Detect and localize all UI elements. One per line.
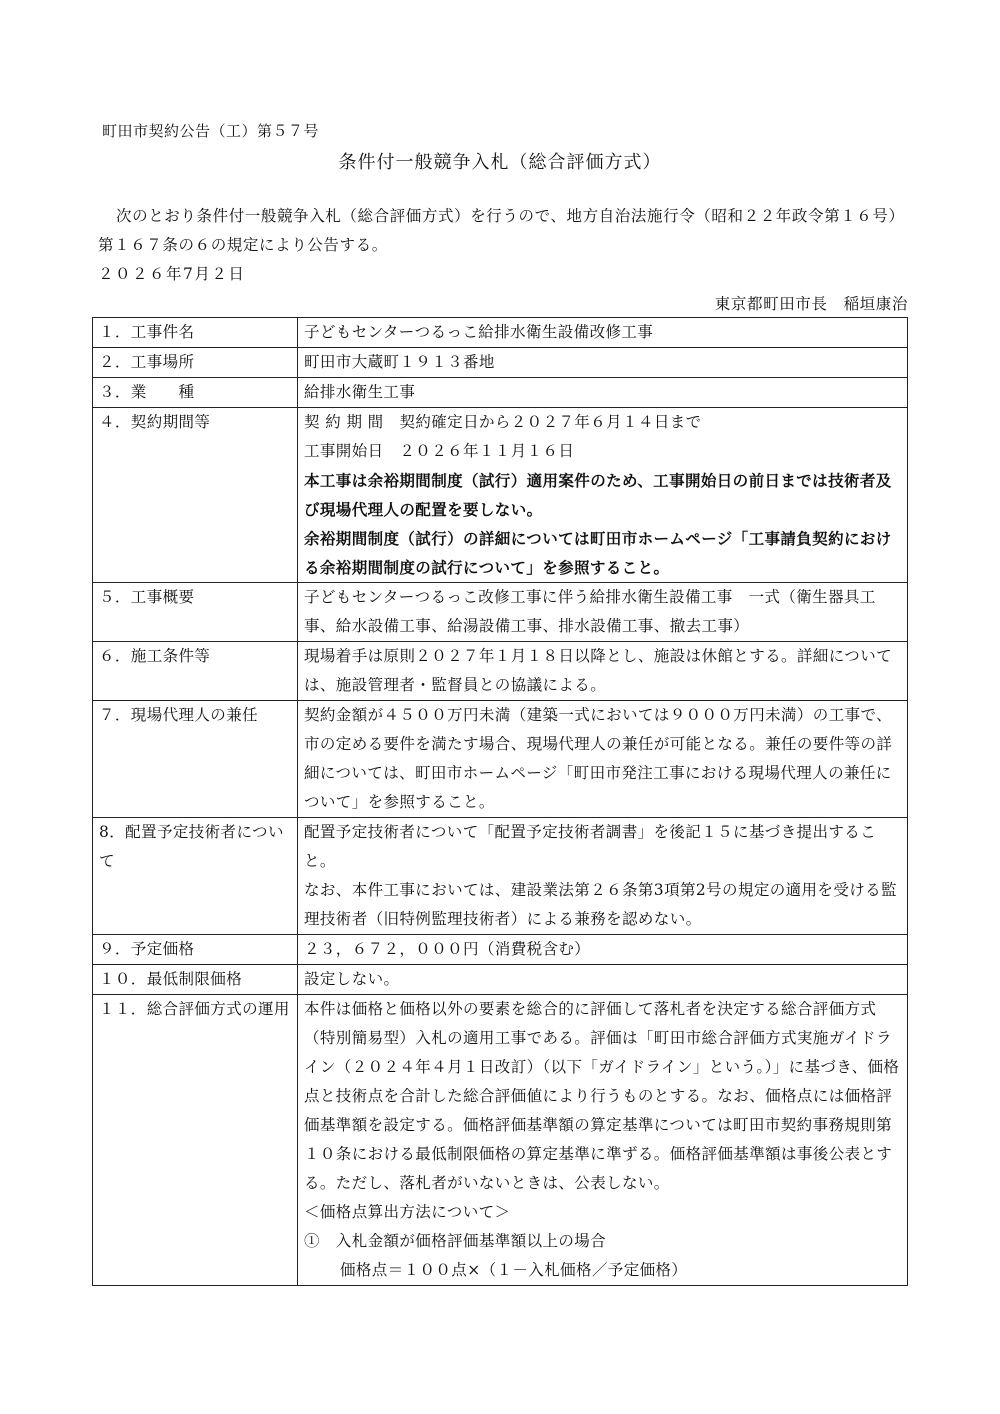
item-content — [298, 408, 908, 583]
item-row — [93, 818, 908, 935]
item-text: 町田市大蔵町１９１３番地 — [304, 353, 495, 371]
notice-items-table — [92, 317, 908, 1286]
item-text: 契約金額が４５００万円未満（建築一式においては９０００万円未満）の工事で、市の定める要件を満たす場合、現場代理人の兼任が可能となる。兼任の要件等の詳細については、町田市ホームページ「町田市発注工事における現場代理人の兼任について」を参照すること。 — [304, 706, 893, 811]
signer: 東京都町田市長 稲垣康治 — [714, 295, 908, 313]
item-text: 契 約 期 間 契約確定日から２０２７年６月１４日まで — [304, 413, 702, 431]
item-text: ２３，６７２，０００円（消費税含む） — [304, 940, 591, 958]
item-label: １０．最低制限価格 — [93, 965, 298, 995]
item-text: 設定しない。 — [304, 970, 400, 988]
item-label: ７．現場代理人の兼任 — [93, 701, 298, 818]
item-text: 配置予定技術者について「配置予定技術者調書」を後記１５に基づき提出すること。 — [304, 823, 877, 870]
intro-paragraph: 次のとおり条件付一般競争入札（総合評価方式）を行うので、地方自治法施行令（昭和２２年政令第１６号）第１６７条の６の規定により公告する。 — [98, 207, 905, 254]
item-label: １１．総合評価方式の運用 — [93, 995, 298, 1286]
item-text: 本件は価格と価格以外の要素を総合的に評価して落札者を決定する総合評価方式（特別簡易型）入札の適用工事である。評価は「町田市総合評価方式実施ガイドライン（２０２４年４月１日改訂）（以下「ガイドライン」という。）」に基づき、価格点と技術点を合計した総合評価値により行うものとする。なお、価格点には価格評価基準額を設定する。価格評価基準額の算定基準については町田市契約事務規則第１０条における最低制限価格の算定基準に準ずる。価格評価基準額は事後公表とする。ただし、落札者がいないときは、公表しない。 — [304, 1000, 900, 1192]
item-content — [298, 348, 908, 378]
item-label: ６．施工条件等 — [93, 642, 298, 701]
item-row — [93, 408, 908, 583]
item-row — [93, 935, 908, 965]
item-content — [298, 965, 908, 995]
item-row — [93, 701, 908, 818]
item-label: ２．工事場所 — [93, 348, 298, 378]
item-label: １．工事件名 — [93, 318, 298, 348]
item-content — [298, 378, 908, 408]
item-row — [93, 318, 908, 348]
item-label: 8．配置予定技術者について — [93, 818, 298, 935]
notice-date: ２０２６年7月２日 — [98, 265, 246, 283]
item-content — [298, 318, 908, 348]
item-label: ９．予定価格 — [93, 935, 298, 965]
item-row — [93, 583, 908, 642]
item-text: 本工事は余裕期間制度（試行）適用案件のため、工事開始日の前日までは技術者及び現場代理人の配置を要しない。 — [304, 471, 892, 519]
notice-number: 町田市契約公告（工）第５７号 — [102, 122, 320, 140]
item-label: ３．業 種 — [93, 378, 298, 408]
item-text: 工事開始日 ２０２６年１１月１６日 — [304, 442, 575, 460]
item-label: ４．契約期間等 — [93, 408, 298, 583]
item-text: 現場着手は原則２０２７年１月１８日以降とし、施設は休館とする。詳細については、施設管理者・監督員との協議による。 — [304, 647, 892, 694]
item-content — [298, 583, 908, 642]
item-row — [93, 348, 908, 378]
document-title: 条件付一般競争入札（総合評価方式） — [338, 152, 662, 173]
item-text: 給排水衛生工事 — [304, 383, 416, 401]
item-content — [298, 935, 908, 965]
item-content — [298, 701, 908, 818]
item-content — [298, 818, 908, 935]
item-label: ５．工事概要 — [93, 583, 298, 642]
item-row — [93, 378, 908, 408]
item-row — [93, 995, 908, 1286]
item-text: なお、本件工事においては、建設業法第２６条第3項第2号の規定の適用を受ける監理技術者（旧特例監理技術者）による兼務を認めない。 — [304, 881, 897, 928]
item-text: ＜価格点算出方法について＞ — [304, 1203, 511, 1221]
item-text: ① 入札金額が価格評価基準額以上の場合 — [304, 1232, 607, 1250]
item-content — [298, 995, 908, 1286]
item-content — [298, 642, 908, 701]
item-text: 子どもセンターつるっこ給排水衛生設備改修工事 — [304, 323, 654, 341]
item-text: 余裕期間制度（試行）の詳細については町田市ホームページ「工事請負契約における余裕期間制度の試行について」を参照すること。 — [304, 529, 892, 577]
item-row — [93, 642, 908, 701]
item-text: 価格点＝１００点×（１－入札価格／予定価格） — [340, 1261, 688, 1279]
item-text: 子どもセンターつるっこ改修工事に伴う給排水衛生設備工事 一式（衛生器具工事、給水設備工事、給湯設備工事、排水設備工事、撤去工事） — [304, 588, 876, 635]
item-row — [93, 965, 908, 995]
